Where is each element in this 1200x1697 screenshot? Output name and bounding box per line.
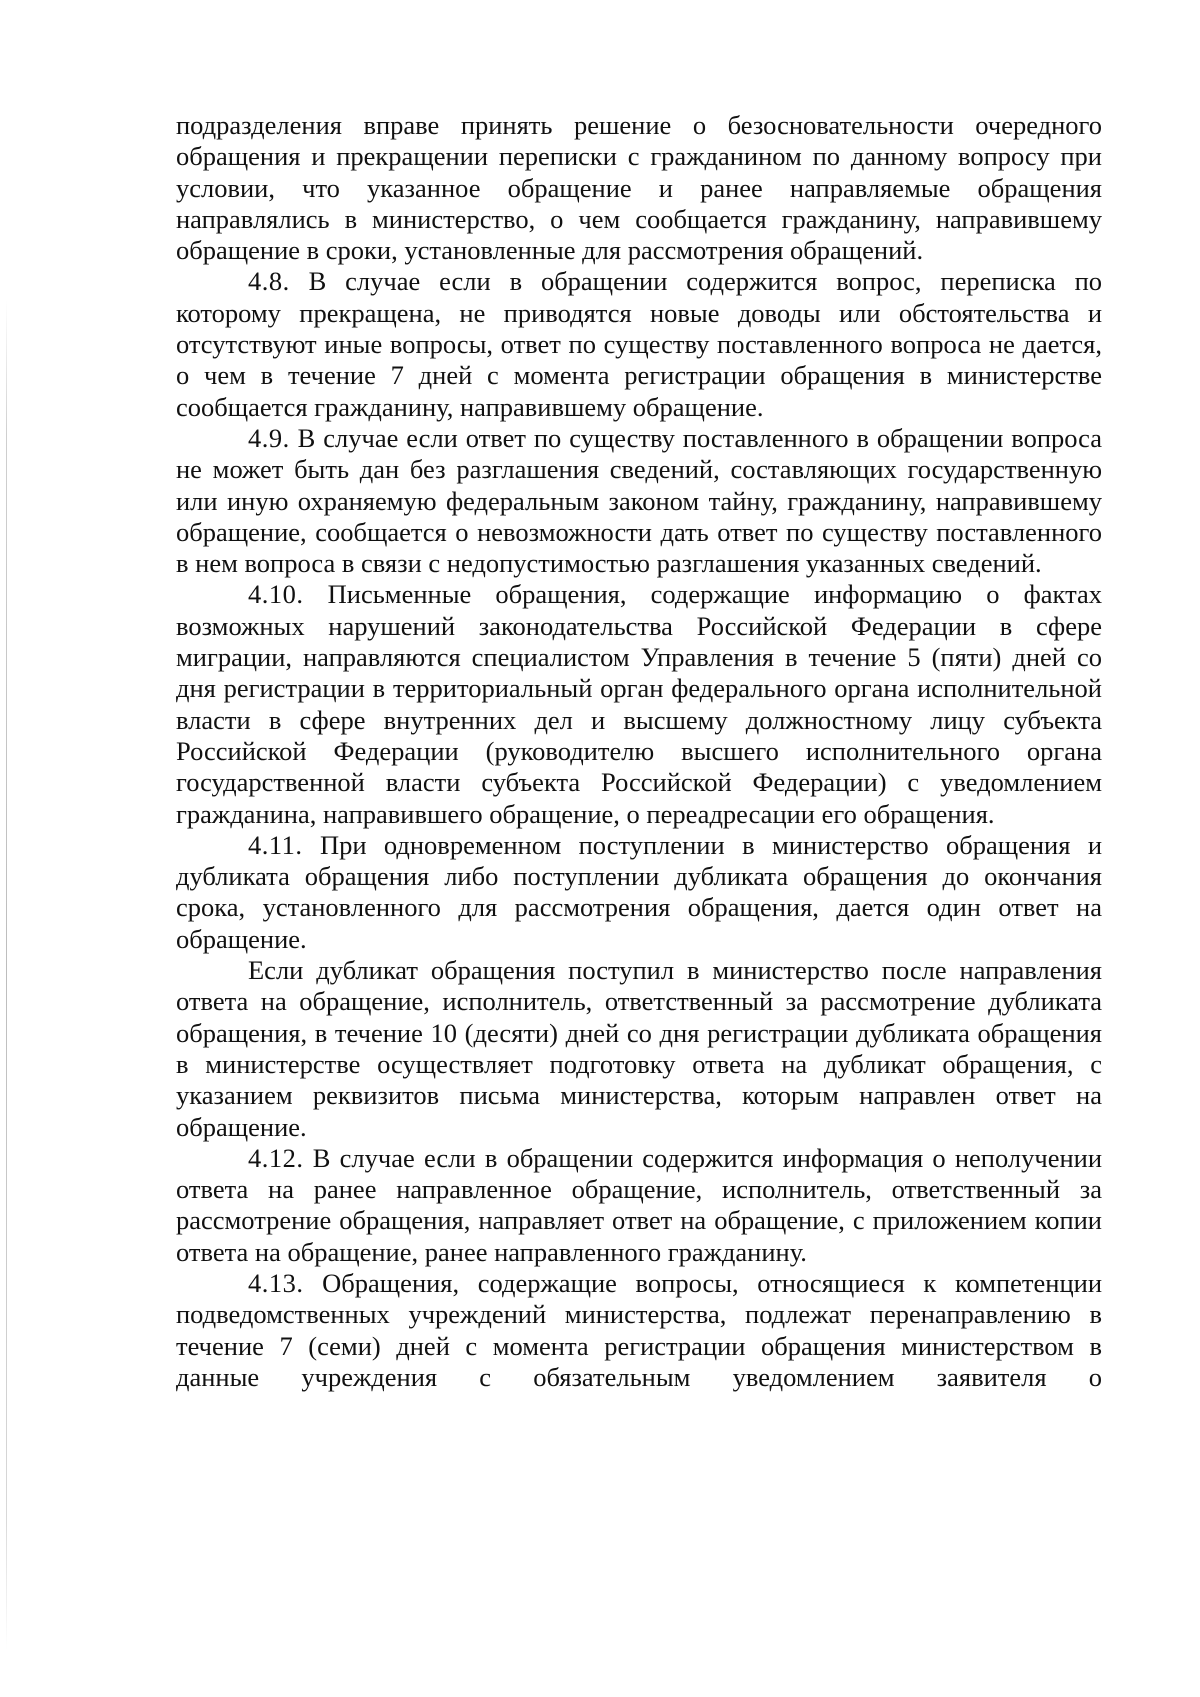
section-number: 4.8. xyxy=(248,266,290,297)
paragraph-text: При одновременном поступлении в министерство обращения и дубликата обращения либо поступлении дубликата обращения до окончания срока, установленного для рассмотрения обращения, дается один ответ на обращение. xyxy=(176,829,1102,954)
paragraph-text: В случае если ответ по существу поставленного в обращении вопроса не может быть дан без разглашения сведений, составляющих государственную или иную охраняемую федеральным законом тайну, гражданину, направившему обращение, сообщается о невозможности дать ответ по существу поставленного в нем вопроса в связи с недопустимостью разглашения указанных сведений. xyxy=(176,422,1103,579)
paragraph-4-12 xyxy=(176,1143,1102,1268)
paragraph-4-9 xyxy=(176,423,1102,579)
paragraph-4-10 xyxy=(176,579,1102,829)
scan-edge-shadow xyxy=(6,300,7,1650)
paragraph-4-8 xyxy=(176,266,1102,422)
section-number: 4.10. xyxy=(248,579,304,610)
section-number: 4.12. xyxy=(248,1142,304,1173)
paragraph-text: подразделения вправе принять решение о безосновательности очередного обращения и прекращении переписки с гражданином по данному вопросу при условии, что указанное обращение и ранее направляемые обращения направлялись в министерство, о чем сообщается гражданину, направившему обращение в сроки, установленные для рассмотрения обращений. xyxy=(176,110,1102,266)
section-number: 4.13. xyxy=(248,1267,304,1298)
paragraph-4-11 xyxy=(176,830,1102,955)
paragraph-text: Если дубликат обращения поступил в министерство после направления ответа на обращение, исполнитель, ответственный за рассмотрение дубликата обращения, в течение 10 (десяти) дней со дня регистрации дубликата обращения в министерстве осуществляет подготовку ответа на дубликат обращения, с указанием реквизитов письма министерства, которым направлен ответ на обращение. xyxy=(176,955,1102,1142)
section-number: 4.9. xyxy=(248,422,290,453)
paragraph-continuation xyxy=(176,110,1102,266)
section-number: 4.11. xyxy=(248,829,303,860)
paragraph-text: В случае если в обращении содержится вопрос, переписка по которому прекращена, не приводятся новые доводы или обстоятельства и отсутствуют иные вопросы, ответ по существу поставленного вопроса не дается, о чем в течение 7 дней с момента регистрации обращения в министерстве сообщается гражданину, направившему обращение. xyxy=(176,266,1102,422)
document-page xyxy=(176,110,1102,1393)
paragraph-text: В случае если в обращении содержится информация о неполучении ответа на ранее направленное обращение, исполнитель, ответственный за рассмотрение обращения, направляет ответ на обращение, с приложением копии ответа на обращение, ранее направленного гражданину. xyxy=(176,1142,1102,1267)
paragraph-text: Обращения, содержащие вопросы, относящиеся к компетенции подведомственных учреждений министерства, подлежат перенаправлению в течение 7 (семи) дней с момента регистрации обращения министерством в данные учреждения с обязательным уведомлением заявителя о xyxy=(176,1267,1103,1392)
paragraph-4-13 xyxy=(176,1268,1102,1393)
paragraph-4-11-duplicate xyxy=(176,955,1102,1143)
paragraph-text: Письменные обращения, содержащие информацию о фактах возможных нарушений законодательства Российской Федерации в сфере миграции, направляются специалистом Управления в течение 5 (пяти) дней со дня регистрации в территориальный орган федерального органа исполнительной власти в сфере внутренних дел и высшему должностному лицу субъекта Российской Федерации (руководителю высшего исполнительного органа государственной власти субъекта Российской Федерации) с уведомлением гражданина, направившего обращение, о переадресации его обращения. xyxy=(176,579,1102,829)
